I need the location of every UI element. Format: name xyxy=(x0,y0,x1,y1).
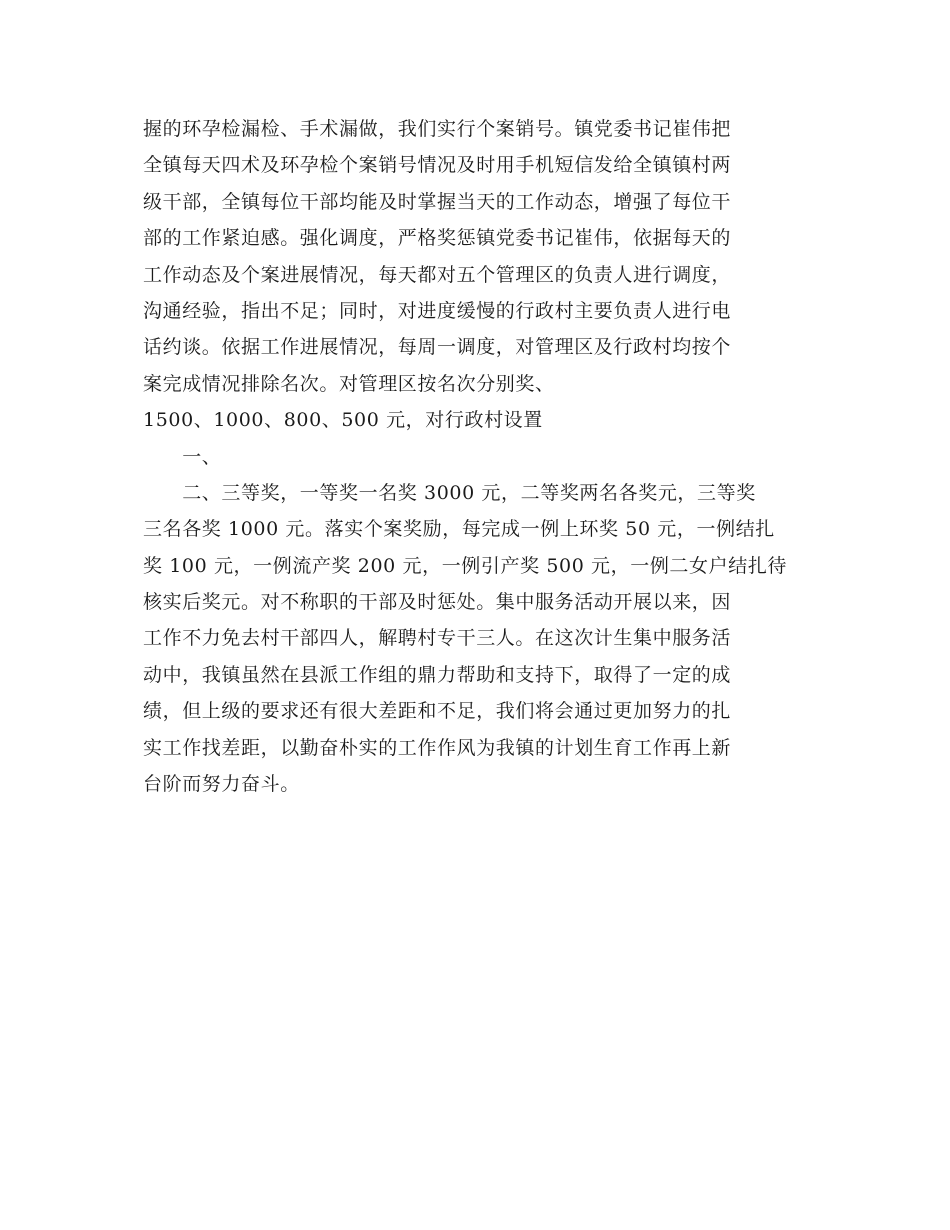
text-line: 部的工作紧迫感。强化调度，严格奖惩镇党委书记崔伟，依据每天的 xyxy=(143,227,732,250)
text-line: 工作动态及个案进展情况，每天都对五个管理区的负责人进行调度， xyxy=(143,263,732,286)
text-line: 案完成情况排除名次。对管理区按名次分别奖、 xyxy=(143,372,555,395)
text-line: 三名各奖 1000 元。落实个案奖励，每完成一例上环奖 50 元，一例结扎 xyxy=(143,518,775,541)
text-line: 沟通经验，指出不足；同时，对进度缓慢的行政村主要负责人进行电 xyxy=(143,299,732,322)
text-line: 1500、1000、800、500 元，对行政村设置 xyxy=(143,409,543,432)
text-line: 全镇每天四术及环孕检个案销号情况及时用手机短信发给全镇镇村两 xyxy=(143,154,732,177)
text-line: 级干部，全镇每位干部均能及时掌握当天的工作动态，增强了每位干 xyxy=(143,190,732,213)
text-line: 奖 100 元，一例流产奖 200 元，一例引产奖 500 元，一例二女户结扎待 xyxy=(143,554,788,577)
text-line: 台阶而努力奋斗。 xyxy=(143,773,300,796)
text-line: 工作不力免去村干部四人，解聘村专干三人。在这次计生集中服务活 xyxy=(143,627,732,650)
text-line: 一、 xyxy=(143,445,222,468)
text-line: 核实后奖元。对不称职的干部及时惩处。集中服务活动开展以来，因 xyxy=(143,591,732,614)
text-line: 实工作找差距，以勤奋朴实的工作作风为我镇的计划生育工作再上新 xyxy=(143,736,732,759)
body-text xyxy=(143,111,823,802)
text-line: 动中，我镇虽然在县派工作组的鼎力帮助和支持下，取得了一定的成 xyxy=(143,663,732,686)
text-line: 话约谈。依据工作进展情况，每周一调度，对管理区及行政村均按个 xyxy=(143,336,732,359)
text-line: 二、三等奖，一等奖一名奖 3000 元，二等奖两名各奖元，三等奖 xyxy=(143,481,756,504)
text-line: 握的环孕检漏检、手术漏做，我们实行个案销号。镇党委书记崔伟把 xyxy=(143,118,732,140)
text-line: 绩，但上级的要求还有很大差距和不足，我们将会通过更加努力的扎 xyxy=(143,700,732,723)
